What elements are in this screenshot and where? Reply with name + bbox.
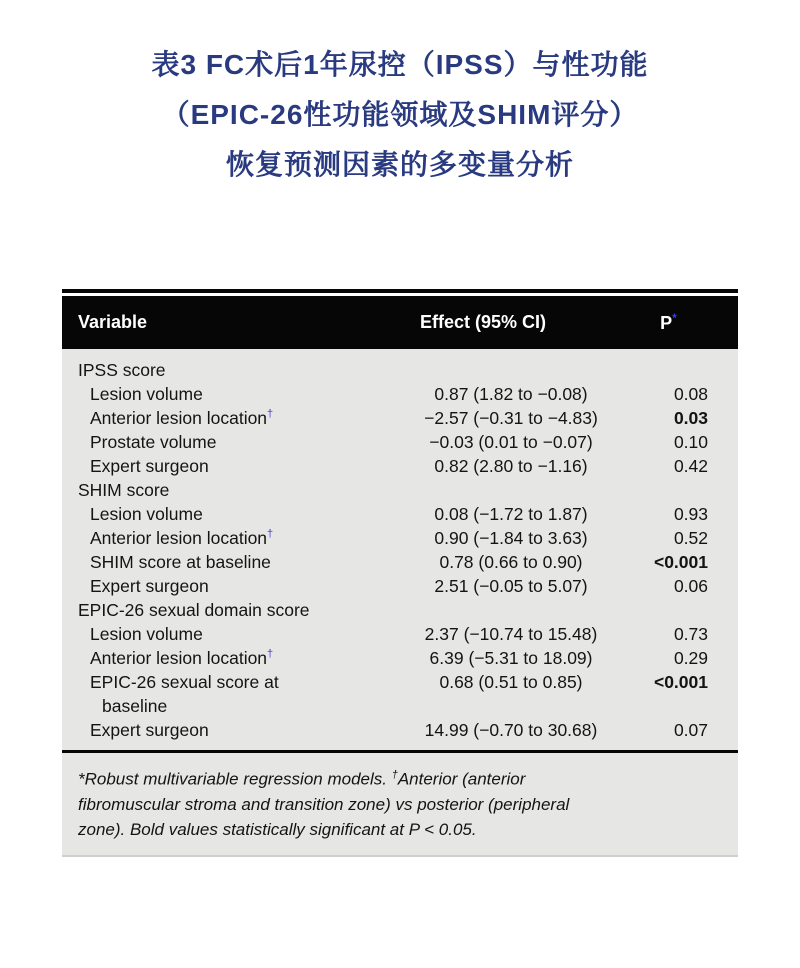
dagger-icon: †	[267, 528, 274, 541]
p-value-cell: <0.001	[653, 552, 708, 572]
p-value-cell: 0.06	[673, 576, 708, 596]
table-top-rule	[62, 289, 738, 293]
section-header-row	[62, 478, 738, 502]
variable-label: Lesion volume	[90, 624, 203, 644]
effect-cell: 6.39 (−5.31 to 18.09)	[429, 648, 593, 668]
effect-cell: −2.57 (−0.31 to −4.83)	[424, 408, 598, 428]
title-line-3: 恢复预测因素的多变量分析	[225, 149, 574, 180]
table-footnote	[62, 750, 738, 857]
variable-label: Expert surgeon	[90, 456, 209, 476]
header-p-label: P	[660, 313, 673, 333]
effect-cell: 0.08 (−1.72 to 1.87)	[434, 504, 588, 524]
variable-label: Anterior lesion location†	[90, 648, 274, 668]
table-row	[62, 454, 738, 478]
variable-cell	[62, 718, 397, 742]
variable-cell	[62, 670, 397, 718]
p-value-cell: 0.07	[673, 720, 708, 740]
section-title: EPIC-26 sexual domain score	[78, 600, 310, 620]
title-line-2: （EPIC-26性功能领域及SHIM评分）	[161, 99, 639, 130]
table-row	[62, 574, 738, 598]
variable-label: SHIM score at baseline	[90, 552, 271, 572]
effect-cell: 0.82 (2.80 to −1.16)	[434, 456, 588, 476]
asterisk-icon: *	[672, 311, 677, 325]
variable-cell	[62, 454, 397, 478]
table-header-row	[62, 296, 738, 349]
variable-label: Expert surgeon	[90, 576, 209, 596]
variable-cell	[62, 430, 397, 454]
effect-cell: 0.90 (−1.84 to 3.63)	[434, 528, 588, 548]
variable-cell	[62, 646, 397, 670]
table-row	[62, 430, 738, 454]
effect-cell: 2.51 (−0.05 to 5.07)	[434, 576, 588, 596]
variable-cell	[62, 406, 397, 430]
footnote-text: Anterior (anterior	[397, 769, 526, 789]
table-row	[62, 718, 738, 742]
table-row	[62, 550, 738, 574]
variable-label-line2: baseline	[102, 696, 168, 716]
effect-cell: 0.68 (0.51 to 0.85)	[439, 672, 583, 692]
header-p	[625, 311, 738, 334]
section-title: SHIM score	[78, 480, 170, 500]
table-row	[62, 646, 738, 670]
footnote-text: *Robust multivariable regression models.	[78, 769, 392, 789]
dagger-icon: †	[267, 648, 274, 661]
variable-cell	[62, 526, 397, 550]
section-title: IPSS score	[78, 360, 166, 380]
p-value-cell: 0.42	[673, 456, 708, 476]
effect-cell: 2.37 (−10.74 to 15.48)	[424, 624, 598, 644]
effect-cell: −0.03 (0.01 to −0.07)	[429, 432, 593, 452]
variable-label: Anterior lesion location†	[90, 528, 274, 548]
header-variable: Variable	[78, 312, 148, 332]
table-row	[62, 622, 738, 646]
p-value-cell: 0.08	[673, 384, 708, 404]
table-row	[62, 526, 738, 550]
header-effect: Effect (95% CI)	[419, 312, 547, 332]
p-value-cell: <0.001	[653, 672, 708, 692]
table-row	[62, 502, 738, 526]
footnote-line	[78, 817, 722, 842]
effect-cell: 14.99 (−0.70 to 30.68)	[424, 720, 598, 740]
variable-label: EPIC-26 sexual score at	[90, 672, 279, 692]
effect-cell: 0.78 (0.66 to 0.90)	[439, 552, 583, 572]
p-value-cell: 0.52	[673, 528, 708, 548]
variable-label: Expert surgeon	[90, 720, 209, 740]
p-value-cell: 0.10	[673, 432, 708, 452]
variable-label: Lesion volume	[90, 384, 203, 404]
table-row	[62, 406, 738, 430]
footnote-line	[78, 763, 722, 792]
section-header-row	[62, 358, 738, 382]
variable-label: Lesion volume	[90, 504, 203, 524]
table-row	[62, 670, 738, 718]
variable-cell	[62, 550, 397, 574]
section-header-row	[62, 598, 738, 622]
effect-cell: 0.87 (1.82 to −0.08)	[434, 384, 588, 404]
page-title	[0, 40, 800, 190]
variable-cell	[62, 574, 397, 598]
dagger-icon: †	[391, 769, 398, 781]
p-value-cell: 0.03	[673, 408, 708, 428]
footnote-line	[78, 792, 722, 817]
variable-label: Anterior lesion location†	[90, 408, 274, 428]
title-line-1: 表3 FC术后1年尿控（IPSS）与性功能	[151, 49, 649, 80]
p-value-cell: 0.29	[673, 648, 708, 668]
footnote-text: zone). Bold values statistically significant at P < 0.05.	[78, 819, 477, 839]
p-value-cell: 0.93	[673, 504, 708, 524]
variable-label: Prostate volume	[90, 432, 217, 452]
table-row	[62, 382, 738, 406]
footnote-text: fibromuscular stroma and transition zone) vs posterior (peripheral	[78, 794, 570, 814]
variable-cell	[62, 502, 397, 526]
variable-cell	[62, 622, 397, 646]
table-body	[62, 349, 738, 750]
p-value-cell: 0.73	[673, 624, 708, 644]
data-table	[62, 289, 738, 857]
dagger-icon: †	[267, 408, 274, 421]
variable-cell	[62, 382, 397, 406]
